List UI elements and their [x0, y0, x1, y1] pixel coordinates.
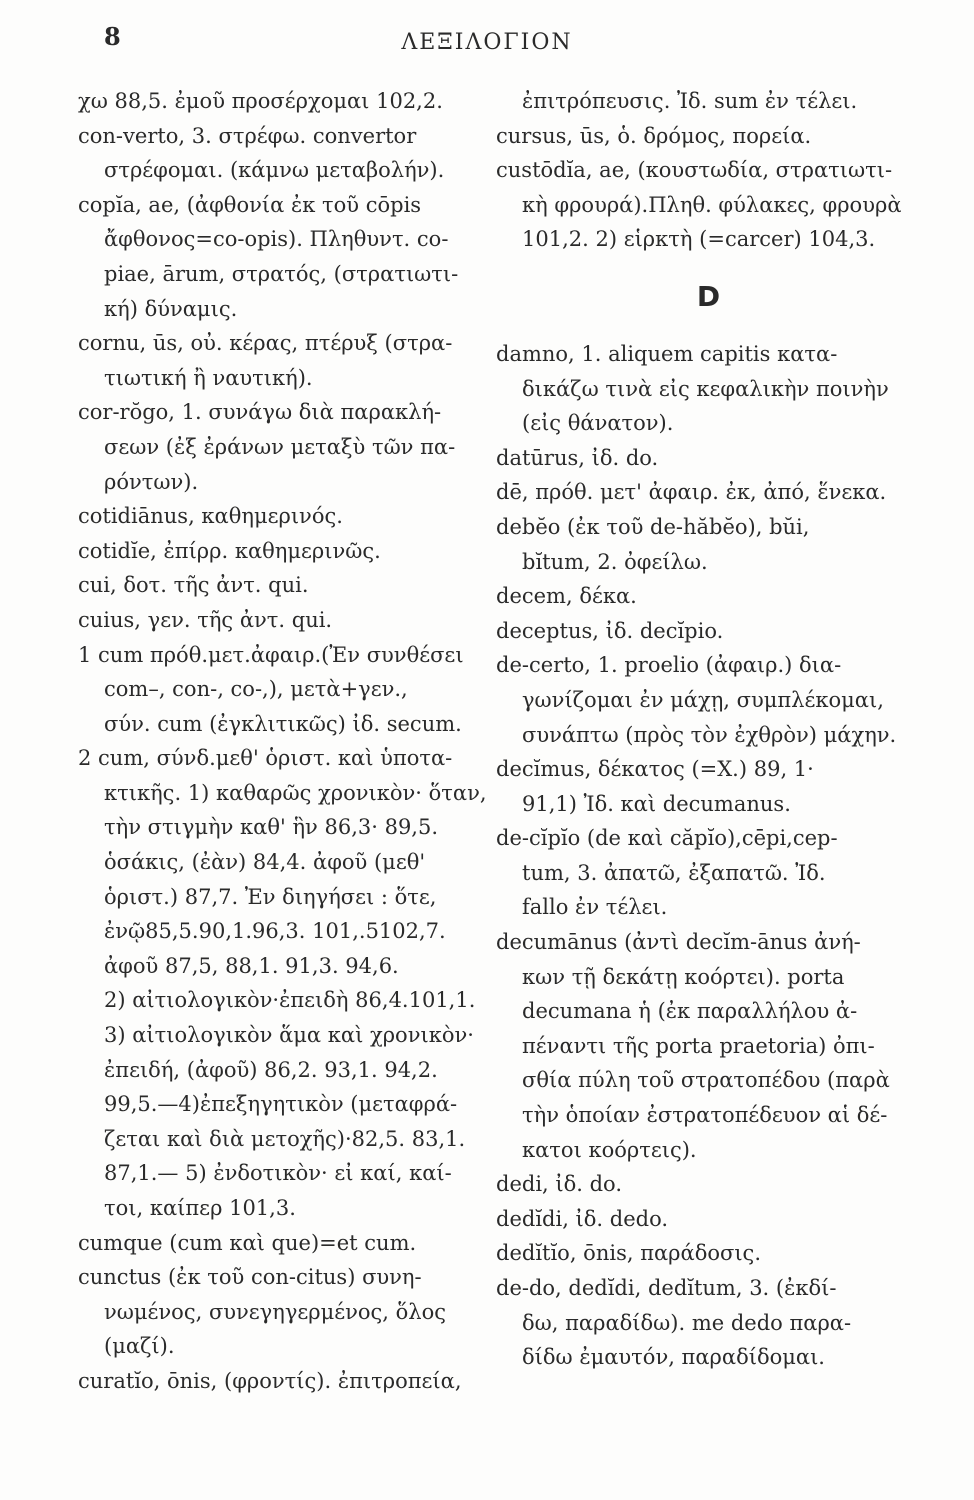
entry-line: damno, 1. aliquem capitis κατα- [496, 341, 838, 366]
entry-line: dedĭdi, ἰδ. dedo. [496, 1206, 669, 1231]
entry-line: dedĭtĭo, ōnis, παράδοσις. [496, 1241, 761, 1266]
entry-line: dē, πρόθ. μετ' ἀφαιρ. ἐκ, ἀπό, ἕνεκα. [496, 480, 887, 505]
entry-line: debĕo (ἐκ τοῦ de-hăbĕo), bŭi, [496, 514, 810, 539]
entry-line: de-do, dedĭdi, dedĭtum, 3. (ἐκδί- [496, 1276, 837, 1300]
entry-line: decem, δέκα. [496, 584, 637, 609]
left-column [78, 84, 488, 1399]
entry-line: 101,2. 2) εἱρκτὴ (=carcer) 104,3. [522, 227, 876, 252]
entry-line: (μαζί). [104, 1334, 175, 1359]
entry-line: νωμένος, συνεγηγερμένος, ὅλος [104, 1299, 446, 1324]
entry-line: bĭtum, 2. ὀφείλω. [522, 549, 708, 574]
entry-line: ζεται καὶ διὰ μετοχῆς)·82,5. 83,1. [104, 1126, 466, 1151]
entry-line: tum, 3. ἀπατῶ, ἐξαπατῶ. Ἰδ. [522, 860, 826, 885]
entry-line: κὴ φρουρά).Πληθ. φύλακες, φρουρὰ [522, 192, 902, 217]
entry-line: cursus, ūs, ὁ. δρόμος, πορεία. [496, 123, 812, 148]
entry-line: 2) αἰτιολογικὸν·ἐπειδὴ 86,4.101,1. [104, 988, 476, 1013]
entry-line: κων τῇ δεκάτῃ κοόρτει). porta [522, 964, 845, 989]
entry-line: cotidĭe, ἐπίρρ. καθημερινῶς. [78, 538, 381, 563]
entry-line: ἐνῷ85,5.90,1.96,3. 101,.5102,7. [104, 919, 446, 944]
right-column-top-entries [496, 84, 921, 257]
entry-line: cotidiānus, καθημερινός. [78, 504, 343, 529]
entry-line: ὁριστ.) 87,7. Ἐν διηγήσει : ὅτε, [104, 884, 437, 909]
entry-line: cor-rŏgo, 1. συνάγω διὰ παρακλή- [78, 400, 442, 425]
entry-line: χω 88,5. ἐμοῦ προσέρχομαι 102,2. [78, 89, 443, 113]
entry-line: copĭa, ae, (ἀφθονία ἐκ τοῦ cōpis [78, 192, 422, 217]
entry-line: τὴν στιγμὴν καθ' ἣν 86,3· 89,5. [104, 815, 439, 840]
entry-line: ρόντων). [104, 469, 199, 494]
entry-line: de-certo, 1. proelio (ἀφαιρ.) δια- [496, 653, 842, 678]
page-number: 8 [104, 22, 121, 51]
entry-line: δίδω ἐμαυτόν, παραδίδομαι. [522, 1345, 825, 1370]
entry-line: δικάζω τινὰ εἰς κεφαλικὴν ποινὴν [522, 376, 889, 401]
entry-line: deceptus, ἰδ. decĭpio. [496, 618, 724, 643]
entry-line: 1 cum πρόθ.μετ.ἀφαιρ.(Ἐν συνθέσει [78, 642, 464, 667]
running-head: ΛΕΞΙΛΟΓΙΟΝ [401, 30, 573, 55]
entry-line: cui, δοτ. τῆς ἀντ. qui. [78, 573, 309, 598]
entry-line: de-cĭpĭo (de καὶ căpĭo),cēpi,cep- [496, 826, 838, 851]
entry-line: decumānus (ἀντὶ decĭm-ānus ἀνή- [496, 930, 861, 955]
entry-line: custōdĭa, ae, (κουστωδία, στρατιωτι- [496, 158, 893, 183]
entry-line: 87,1.— 5) ἐνδοτικὸν· εἰ καί, καί- [104, 1161, 452, 1186]
entry-line: ἀφοῦ 87,5, 88,1. 91,3. 94,6. [104, 953, 399, 978]
entry-line: datūrus, ἰδ. do. [496, 445, 659, 470]
entry-line: σεων (ἐξ ἐράνων μεταξὺ τῶν πα- [104, 434, 456, 459]
section-letter: D [696, 279, 721, 313]
entry-line: πέναντι τῆς porta praetoria) ὀπι- [522, 1033, 875, 1058]
entry-line: con-verto, 3. στρέφω. convertor [78, 123, 417, 148]
entry-line: τοι, καίπερ 101,3. [104, 1196, 296, 1220]
entry-line: ἐπειδή, (ἀφοῦ) 86,2. 93,1. 94,2. [104, 1057, 438, 1082]
right-column-bottom-entries [496, 337, 921, 1375]
entry-line: 99,5.—4)ἐπεξηγητικὸν (μεταφρά- [104, 1092, 458, 1117]
entry-line: σθία πύλη τοῦ στρατοπέδου (παρὰ [522, 1068, 890, 1093]
entry-line: στρέφομαι. (κάμνω μεταβολήν). [104, 158, 445, 183]
entry-line: ἐπιτρόπευσις. Ἰδ. sum ἐν τέλει. [522, 89, 858, 113]
entry-line: ὁσάκις, (ἐὰν) 84,4. ἀφοῦ (μεθ' [104, 850, 426, 875]
entry-line: σύν. cum (ἐγκλιτικῶς) ἰδ. secum. [104, 711, 462, 736]
entry-line: κατοι κοόρτεις). [522, 1137, 697, 1162]
entry-line: curatĭo, ōnis, (φροντίς). ἐπιτροπεία, [78, 1368, 462, 1393]
entry-line: τιωτική ἢ ναυτική). [104, 365, 313, 390]
entry-line: 91,1) Ἰδ. καὶ decumanus. [522, 791, 791, 816]
entry-line: ἄφθονος=co-opis). Πληθυντ. co- [104, 227, 449, 252]
entry-line: cornu, ūs, οὐ. κέρας, πτέρυξ (στρα- [78, 331, 453, 356]
entry-line: piae, ārum, στρατός, (στρατιωτι- [104, 261, 459, 286]
entry-line: συνάπτω (πρὸς τὸν ἐχθρὸν) μάχην. [522, 722, 897, 747]
entry-line: 3) αἰτιολογικὸν ἅμα καὶ χρονικὸν· [104, 1023, 474, 1048]
entry-line: cumque (cum καὶ que)=et cum. [78, 1230, 417, 1255]
entry-line: δω, παραδίδω). me dedo παρα- [522, 1310, 852, 1335]
entry-line: γωνίζομαι ἐν μάχῃ, συμπλέκομαι, [522, 687, 884, 712]
right-column [496, 84, 921, 1375]
entry-line: κτικῆς. 1) καθαρῶς χρονικὸν· ὅταν, [104, 780, 487, 805]
entry-line: fallo ἐν τέλει. [522, 895, 668, 920]
entry-line: (εἰς θάνατον). [522, 411, 674, 436]
entry-line: 2 cum, σύνδ.μεθ' ὁριστ. καὶ ὑποτα- [78, 746, 453, 771]
entry-line: decĭmus, δέκατος (=X.) 89, 1· [496, 757, 814, 782]
entry-line: cunctus (ἐκ τοῦ con-citus) συνη- [78, 1265, 422, 1290]
entry-line: τὴν ὁποίαν ἐστρατοπέδευον αἱ δέ- [522, 1103, 888, 1128]
entry-line: cuius, γεν. τῆς ἀντ. qui. [78, 607, 333, 632]
entry-line: dedi, ἰδ. do. [496, 1172, 622, 1197]
entry-line: com–, con-, co-,), μετὰ+γεν., [104, 677, 408, 702]
entry-line: decumana ἡ (ἐκ παραλλήλου ἀ- [522, 999, 858, 1024]
entry-line: κή) δύναμις. [104, 296, 238, 321]
